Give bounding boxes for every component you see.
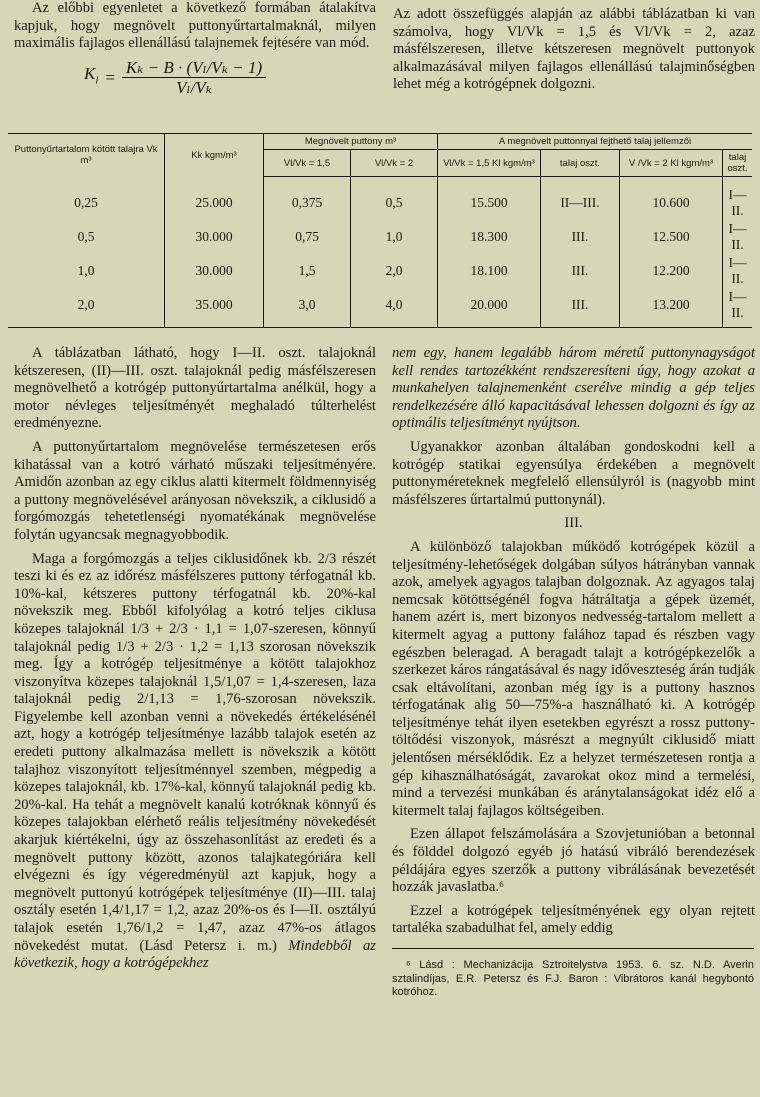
intro-column-right	[393, 6, 755, 94]
footnote: ⁶ Lásd : Mechanizácija Sztroitelystva 1953. 6. sz. N.D. Averin sztalindíjas, E.R. Petersz és F.J. Baron : Vibrátoros kanál hegybontó kotróhoz.	[392, 948, 754, 1000]
cell-kl2: 10.600	[620, 177, 723, 221]
body-paragraph: Maga a forgómozgás a teljes ciklusidőnek kb. 2/3 részét teszi ki és ez az időrész másfélszeres puttony térfogatnál kb. 10%-kal, kétszeres puttony térfogatnál kb. 20%-kal növekszik meg. Ebből kifolyólag a kotró teljes ciklusa közepes talajoknál 1/3 + 2/3 · 1,1 = 1,07-szeresen, könnyű talajoknál pedig 1/3 + 2/3 · 1,2 = 1,13 szorosan növekszik meg. Így a kotrógép teljesítménye a kötött talajokhoz viszonyítva közepes talajoknál 1,5/1,07 = 1,4-szeresen, laza talajoknál pedig 2/1,13 = 1,76-szorosan növekszik. Figyelembe kell azonban venni a növekedés értékelésénél azt, hogy a kotrógép teljesítménye lazább talajok esetén az eredeti puttony alkalmazása mellett is növekszik a kötött talajhoz viszonyított teljesítménnyel szemben, mégpedig a közepes talajoknál, kb. 17%-kal, könnyű talajoknál pedig kb. 20%-kal. Ha tehát a megnövelt kanalú kotróknak könnyű és közepes talajokban elérhető reális teljesítmény növekedését akarjuk kiértékelni, úgy az összehasonlítást az eredeti és a megnövelt puttony között, azonos talajkategóriára kell elvégezni és így végeredményül azt kapjuk, hogy a megnövelt puttonyú kotrógépek teljesítménye (II)—III. talaj osztály esetén 1,4/1,17 = 1,2, azaz 20%-os és I—II. osztályú talajok esetén 1,76/1,2 = 1,47, azaz 47%-os átlagos növekedést mutat. (Lásd Petersz i. m.) Mindebből az következik, hogy a kotrógépekhez	[14, 550, 376, 972]
italic-conclusion: Mindebből az következik, hogy a kotrógépekhez	[14, 937, 376, 972]
cell-vk: 1,0	[77, 263, 95, 278]
cell-kl15: 18.100	[438, 254, 541, 288]
formula-equals: =	[104, 68, 116, 88]
cell-kk: 30.000	[165, 220, 264, 254]
body-column-left	[14, 345, 376, 973]
header-kk: Kk kgm/m³	[165, 134, 264, 177]
cell-kk: 25.000	[165, 177, 264, 221]
formula-fraction	[122, 59, 266, 97]
cell-v15: 0,75	[264, 220, 351, 254]
section-heading: III.	[564, 515, 583, 532]
table-row	[8, 220, 752, 254]
header-vv15: Vl/Vk = 1,5	[264, 150, 351, 177]
formula-lhs: $K_l$	[84, 64, 99, 87]
cell-v2: 0,5	[351, 177, 438, 221]
header-class15: talaj oszt.	[541, 150, 620, 177]
table-intro-paragraph: Az adott összefüggés alapján az alábbi táblázatban ki van számolva, hogy Vl/Vk = 1,5 és Vl/Vk = 2, azaz másfélszeresen, illetve kétszeresen megnövelt puttonyok alkalmazásával milyen fajlagos ellenállású talajminőségben lehet még a kotrógépnek dolgozni.	[393, 6, 755, 93]
intro-column-left	[14, 0, 376, 97]
table-row	[8, 177, 752, 221]
body-paragraph: A táblázatban látható, hogy I—II. oszt. talajoknál kétszeresen, (II)—III. oszt. talajoknál pedig másfélszeresen megnövelhető a kotrógép puttonyűrtartalma anélkül, hogy a motor névleges teljesítményét meghaladó túlterhelést eredményezne.	[14, 345, 376, 432]
formula	[84, 59, 376, 97]
cell-vk: 0,25	[74, 194, 98, 210]
cell-vk: 0,5	[77, 229, 95, 244]
cell-class2: I—II.	[723, 177, 753, 221]
cell-class15: III.	[541, 288, 620, 328]
cell-vk: 2,0	[8, 288, 165, 328]
cell-class2: I—II.	[723, 220, 753, 254]
cell-class15: II—III.	[541, 177, 620, 221]
intro-paragraph: Az előbbi egyenletet a következő formában átalakítva kapjuk, hogy megnövelt puttonyűrtartalmaknál, milyen maximális fajlagos ellenállású talajnemek fejtésére van mód.	[14, 0, 376, 52]
cell-kl2: 13.200	[620, 288, 723, 328]
bucket-capacity-table	[8, 133, 752, 328]
body-column-right	[392, 345, 755, 1000]
header-class2: talaj oszt.	[723, 150, 753, 177]
italic-continuation: nem egy, hanem legalább három méretű puttonynagyságot kell rendes tartozékként rendszeresíteni úgy, hogy azokat a munkahelyen talajnemenként cserélve mindig a gép teljes rendelkezésére álló kapacitásával lehessen dolgozni és így az optimális teljesítményt nyújtson.	[392, 345, 755, 432]
table-row	[8, 288, 752, 328]
body-paragraph: Ezzel a kotrógépek teljesítményének egy olyan rejtett tartaléka szabadulhat fel, amely eddig	[392, 902, 755, 937]
cell-v2: 1,0	[351, 220, 438, 254]
body-paragraph: A különböző talajokban működő kotrógépek közül a teljesítmény-lehetőségek dolgában súlyos hátrányban vannak azok, amelyek agyagos talajban dolgoznak. Az agyagos talaj nemcsak kötöttségénél fogva hátráltatja a gépek üzemét, hanem azért is, mert bizonyos nedvesség-tartalom mellett a kitermelt agyag a puttony falához tapad és részben vagy egészben beleragad. A beragadt talajt a kotrógépkezelők a szerkezet káros rángatásával és nagy időveszteség árán tudják csak eltávolítani, azonban még így is a puttony hasznos térfogatának alig 50—75%-a használható ki. A kotrógép teljesítménye tehát ilyen esetekben egyrészt a rossz puttony-töltődési viszonyok, másrészt a megnyúlt ciklusidő miatt jelentősen mérséklődik. Ez a helyzet természetesen rontja a gép kihasználhatóságát, zavarokat okoz mind a termelési, mind a tervezési munkában és aránytalanságokat idéz elő a kitermelt talaj fajlagos költségeiben.	[392, 538, 755, 819]
cell-v15: 0,375	[264, 177, 351, 221]
body-paragraph: A puttonyűrtartalom megnövelése természetesen erős kihatással van a kotró várható műszaki teljesítményére. Amidőn azonban az egy ciklus alatti kitermelt földmennyiség a puttony megnövelésével arányosan növekszik, a ciklusidő a forgómozgás tehetetlenségi nyomatékának megnövelése folytán ugyancsak megnagyobbodik.	[14, 438, 376, 543]
cell-kl2: 12.500	[620, 220, 723, 254]
cell-kl2: 12.200	[620, 254, 723, 288]
header-increased-bucket: Megnövelt puttony m³	[264, 134, 438, 150]
cell-class15: III.	[541, 220, 620, 254]
cell-kk: 30.000	[165, 254, 264, 288]
header-kl15: Vl/Vk = 1,5 Kl kgm/m³	[438, 150, 541, 177]
formula-denominator: Vₗ/Vₖ	[176, 78, 212, 98]
cell-v15: 1,5	[264, 254, 351, 288]
header-vv2: Vl/Vk = 2	[351, 150, 438, 177]
cell-kl15: 20.000	[438, 288, 541, 328]
cell-v15: 3,0	[264, 288, 351, 328]
cell-class15: III.	[541, 254, 620, 288]
cell-class2: I—II.	[723, 288, 753, 328]
cell-kk: 35.000	[165, 288, 264, 328]
header-capacity: Puttonyűrtartalom kötött talajra Vk m³	[8, 134, 165, 177]
cell-kl15: 15.500	[438, 177, 541, 221]
cell-v2: 4,0	[351, 288, 438, 328]
cell-class2: I—II.	[723, 254, 753, 288]
cell-v2: 2,0	[351, 254, 438, 288]
header-soil-characteristics: A megnövelt puttonnyal fejthető talaj jellemzői	[438, 134, 753, 150]
table-row	[8, 254, 752, 288]
cell-kl15: 18.300	[438, 220, 541, 254]
body-paragraph: Ezen állapot felszámolására a Szovjetunióban a betonnal és földdel dolgozó egyéb jó hatású vibráló berendezések példájára egyes szerzők a puttony vibrálásának bevezetését hozzák javaslatba.⁶	[392, 826, 755, 896]
body-paragraph: Ugyanakkor azonban általában gondoskodni kell a kotrógép statikai egyensúlya érdekében a megnövelt puttonyméreteknek megfelelő ellensúlyról is (nagyobb mint másfélszeres űrtartalmú puttonynál).	[392, 438, 755, 508]
formula-numerator: Kₖ − B · (Vₗ/Vₖ − 1)	[122, 59, 266, 79]
header-kl2: V /Vk = 2 Kl kgm/m³	[620, 150, 723, 177]
